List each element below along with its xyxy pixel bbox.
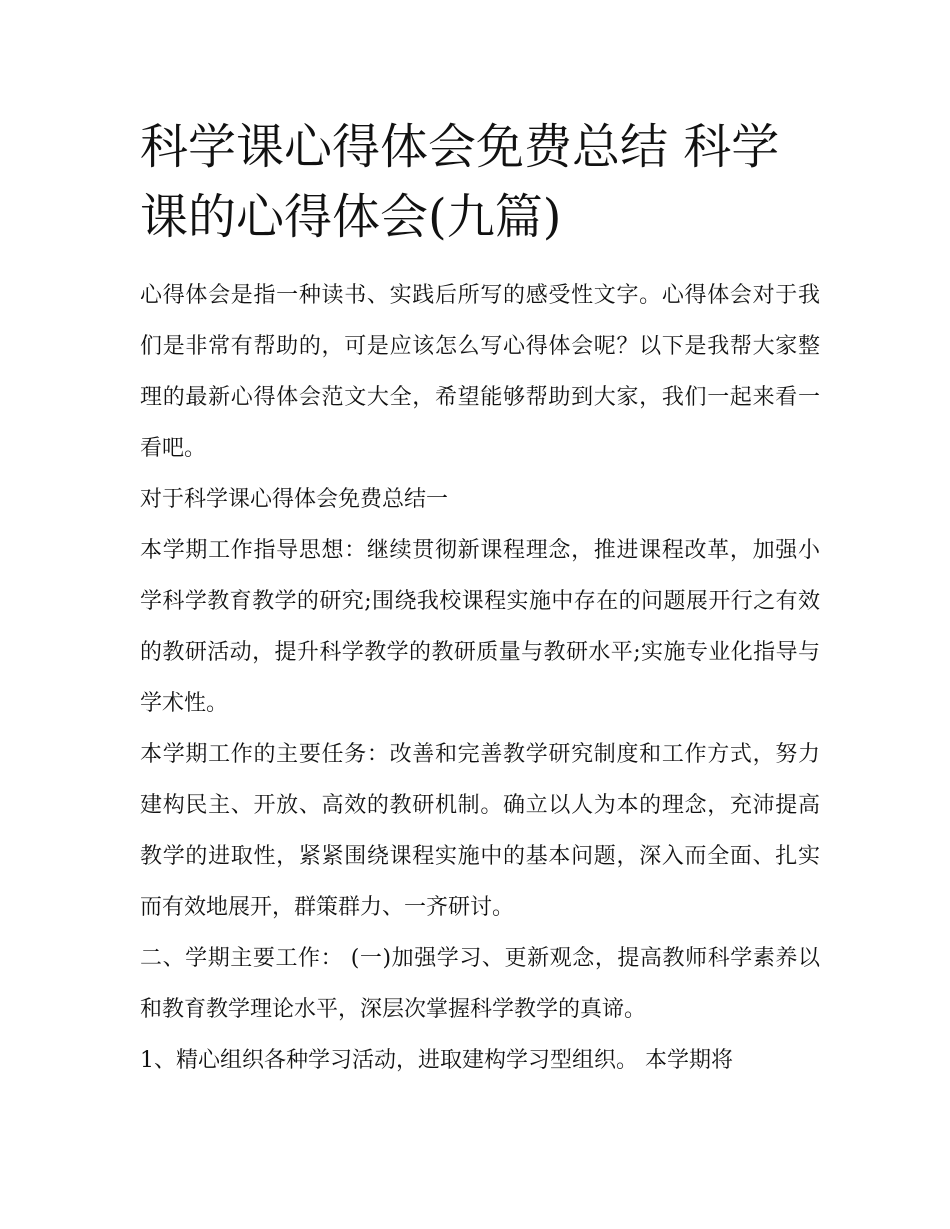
- document-title: 科学课心得体会免费总结 科学课的心得体会(九篇): [140, 119, 780, 245]
- guiding-thought-paragraph: 本学期工作指导思想：继续贯彻新课程理念，推进课程改革，加强小学科学教育教学的研究;围绕我校课程实施中存在的问题展开行之有效的教研活动，提升科学教学的教研质量与教研水平;实施专业化指导与学术性。: [140, 538, 820, 716]
- list-item-paragraph: 1、精心组织各种学习活动，进取建构学习型组织。 本学期将: [140, 1048, 733, 1073]
- main-tasks-paragraph: 本学期工作的主要任务：改善和完善教学研究制度和工作方式，努力建构民主、开放、高效的教研机制。确立以人为本的理念，充沛提高教学的进取性，紧紧围绕课程实施中的基本问题，深入而全面、扎实而有效地展开，群策群力、一齐研讨。: [140, 742, 820, 920]
- document-body: [140, 270, 820, 1086]
- document-content: [140, 112, 820, 1086]
- section-heading: 对于科学课心得体会免费总结一: [140, 487, 449, 512]
- intro-paragraph: 心得体会是指一种读书、实践后所写的感受性文字。心得体会对于我们是非常有帮助的，可是应该怎么写心得体会呢？以下是我帮大家整理的最新心得体会范文大全，希望能够帮助到大家，我们一起来看一看吧。: [140, 283, 820, 461]
- main-work-paragraph: 二、学期主要工作： (一)加强学习、更新观念，提高教师科学素养以和教育教学理论水平，深层次掌握科学教学的真谛。: [140, 946, 820, 1022]
